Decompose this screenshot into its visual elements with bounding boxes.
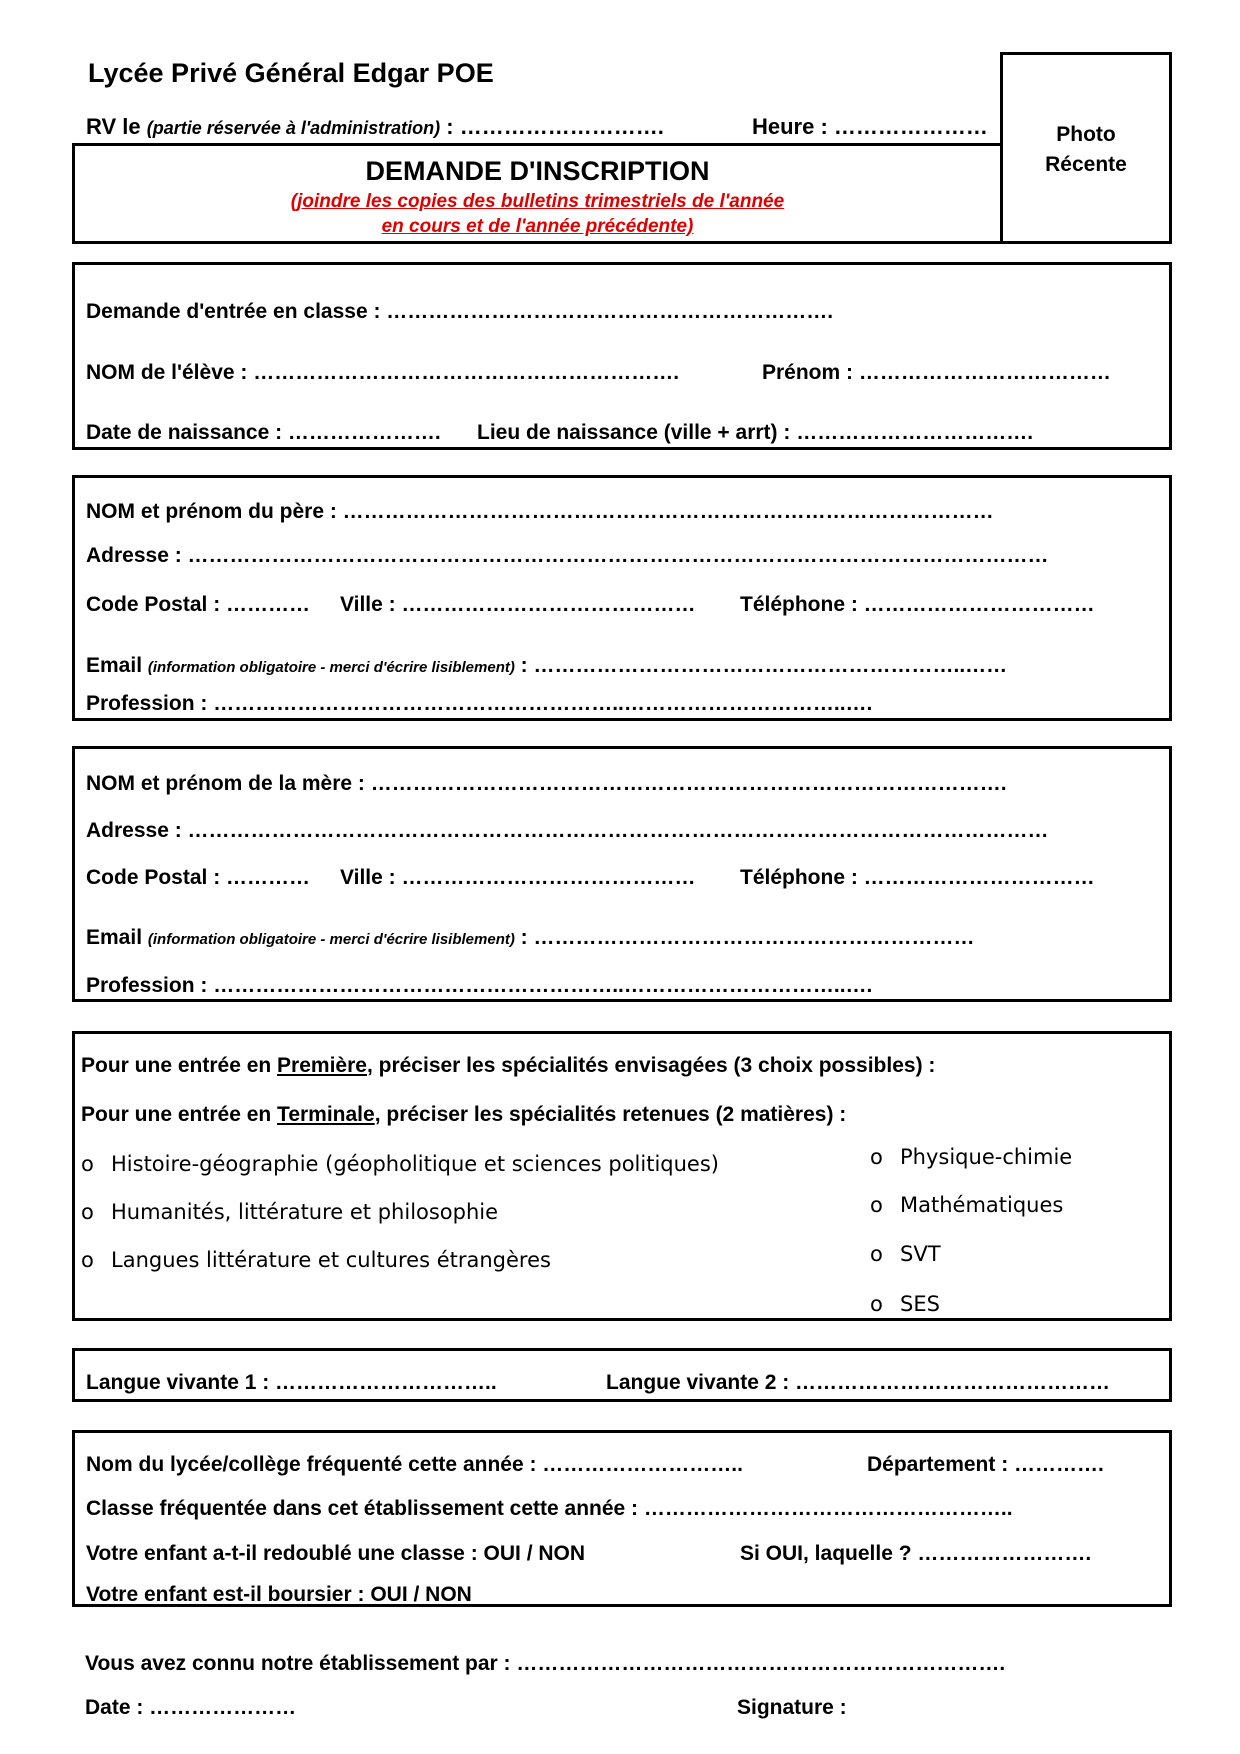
father-city-field[interactable]: Ville : ……………………………………	[340, 593, 696, 616]
checkbox-bullet[interactable]: o	[870, 1193, 883, 1217]
speciality-label: SES	[900, 1292, 940, 1316]
mother-email-line	[86, 926, 975, 950]
mother-section	[72, 746, 1172, 1002]
languages-section	[72, 1348, 1172, 1402]
terminale-text-b: Terminale	[277, 1103, 375, 1126]
speciality-label: Humanités, littérature et philosophie	[111, 1200, 499, 1224]
checkbox-bullet[interactable]: o	[81, 1200, 94, 1224]
repeated-year-question[interactable]: Votre enfant a-t-il redoublé une classe : OUI / NON	[86, 1542, 586, 1565]
mother-email-note: (information obligatoire - merci d'écrire lisiblement)	[147, 931, 515, 948]
rv-label: RV le	[86, 114, 141, 139]
birth-date-field[interactable]: Date de naissance : ………………….	[86, 421, 441, 444]
checkbox-bullet[interactable]: o	[870, 1145, 883, 1169]
mother-address-field[interactable]: Adresse : ……………………………………………………………………………………………………………	[86, 819, 1049, 842]
speciality-label: Mathématiques	[900, 1193, 1064, 1217]
scholarship-question[interactable]: Votre enfant est-il boursier : OUI / NON	[86, 1583, 472, 1606]
mother-city-field[interactable]: Ville : ……………………………………	[340, 866, 696, 889]
language-2-field[interactable]: Langue vivante 2 : ………………………………………	[606, 1371, 1111, 1394]
date-field[interactable]: Date : …………………	[85, 1696, 297, 1719]
speciality-option[interactable]	[81, 1248, 551, 1272]
premiere-instruction	[81, 1054, 935, 1078]
father-phone-field[interactable]: Téléphone : ……………………………	[740, 593, 1095, 616]
referral-field[interactable]: Vous avez connu notre établissement par : …………………………………………………………….	[85, 1652, 1006, 1675]
speciality-label: SVT	[900, 1242, 941, 1266]
school-name: Lycée Privé Général Edgar POE	[88, 58, 494, 88]
current-school-field[interactable]: Nom du lycée/collège fréquenté cette année : ………………………..	[86, 1453, 743, 1476]
photo-label-1: Photo	[1056, 123, 1116, 146]
heure-label: Heure :	[752, 114, 834, 139]
premiere-text-a: Pour une entrée en	[81, 1054, 278, 1077]
rv-line	[86, 114, 664, 140]
speciality-option[interactable]	[870, 1193, 1063, 1217]
terminale-text-c: , préciser les spécialités retenues (2 matières) :	[374, 1103, 847, 1126]
speciality-option[interactable]	[81, 1200, 498, 1224]
student-firstname-field[interactable]: Prénom : ………………………………	[762, 361, 1111, 384]
checkbox-bullet[interactable]: o	[870, 1292, 883, 1316]
speciality-option[interactable]	[870, 1292, 940, 1316]
heure-field[interactable]: …………………	[833, 114, 988, 139]
department-field[interactable]: Département : ………….	[867, 1453, 1104, 1476]
heure-line	[752, 114, 988, 140]
student-section	[72, 262, 1172, 450]
father-name-field[interactable]: NOM et prénom du père : …………………………………………………………………………………	[86, 500, 994, 523]
schooling-section	[72, 1430, 1172, 1607]
father-email-label: Email	[86, 654, 148, 677]
father-email-line	[86, 654, 1007, 678]
form-title: DEMANDE D'INSCRIPTION	[365, 156, 710, 186]
speciality-option[interactable]	[870, 1242, 941, 1266]
father-profession-field[interactable]: Profession : …………………………………………………..…………………………..….	[86, 692, 873, 715]
mother-profession-field[interactable]: Profession : …………………………………………………..…………………………..….	[86, 974, 873, 997]
title-box	[72, 143, 1003, 244]
rv-field[interactable]: : ……………………….	[446, 114, 664, 139]
premiere-text-b: Première	[277, 1054, 367, 1077]
mother-email-field[interactable]: : ………………………………………………………	[514, 926, 975, 949]
checkbox-bullet[interactable]: o	[870, 1242, 883, 1266]
class-request-field[interactable]: Demande d'entrée en classe : ……………………………………………………….	[86, 300, 834, 323]
speciality-label: Langues littérature et cultures étrangères	[111, 1248, 551, 1272]
mother-name-field[interactable]: NOM et prénom de la mère : ……………………………………………………………………………….	[86, 772, 1007, 795]
speciality-label: Physique-chimie	[900, 1145, 1073, 1169]
mother-email-label: Email	[86, 926, 148, 949]
father-postcode-field[interactable]: Code Postal : …………	[86, 593, 311, 616]
terminale-text-a: Pour une entrée en	[81, 1103, 278, 1126]
father-section	[72, 475, 1172, 721]
language-1-field[interactable]: Langue vivante 1 : …………………………..	[86, 1371, 497, 1394]
signature-field[interactable]: Signature :	[737, 1696, 847, 1719]
checkbox-bullet[interactable]: o	[81, 1152, 94, 1176]
terminale-instruction	[81, 1103, 846, 1127]
speciality-label: Histoire-géographie (géopholitique et sciences politiques)	[111, 1152, 719, 1176]
student-lastname-field[interactable]: NOM de l'élève : …………………………………………………….	[86, 361, 680, 384]
father-email-note: (information obligatoire - merci d'écrire lisiblement)	[147, 659, 515, 676]
specialities-section	[72, 1031, 1172, 1321]
title-note-1: (joindre les copies des bulletins trimestriels de l'année	[290, 191, 785, 212]
rv-note: (partie réservée à l'administration)	[146, 118, 441, 138]
speciality-option[interactable]	[870, 1145, 1072, 1169]
birth-place-field[interactable]: Lieu de naissance (ville + arrt) : …………………………….	[477, 421, 1034, 444]
premiere-text-c: , préciser les spécialités envisagées (3 choix possibles) :	[366, 1054, 936, 1077]
title-note-2: en cours et de l'année précédente)	[381, 216, 694, 237]
father-address-field[interactable]: Adresse : ……………………………………………………………………………………………………………	[86, 544, 1049, 567]
mother-phone-field[interactable]: Téléphone : ……………………………	[740, 866, 1095, 889]
mother-postcode-field[interactable]: Code Postal : …………	[86, 866, 311, 889]
current-class-field[interactable]: Classe fréquentée dans cet établissement cette année : ……………………………………………..	[86, 1497, 1013, 1520]
photo-box[interactable]	[1000, 52, 1172, 244]
photo-label-2: Récente	[1045, 153, 1127, 176]
repeated-class-field[interactable]: Si OUI, laquelle ? …………………….	[740, 1542, 1092, 1565]
father-email-field[interactable]: : ……………………………………………………..……	[514, 654, 1008, 677]
checkbox-bullet[interactable]: o	[81, 1248, 94, 1272]
speciality-option[interactable]	[81, 1152, 719, 1176]
